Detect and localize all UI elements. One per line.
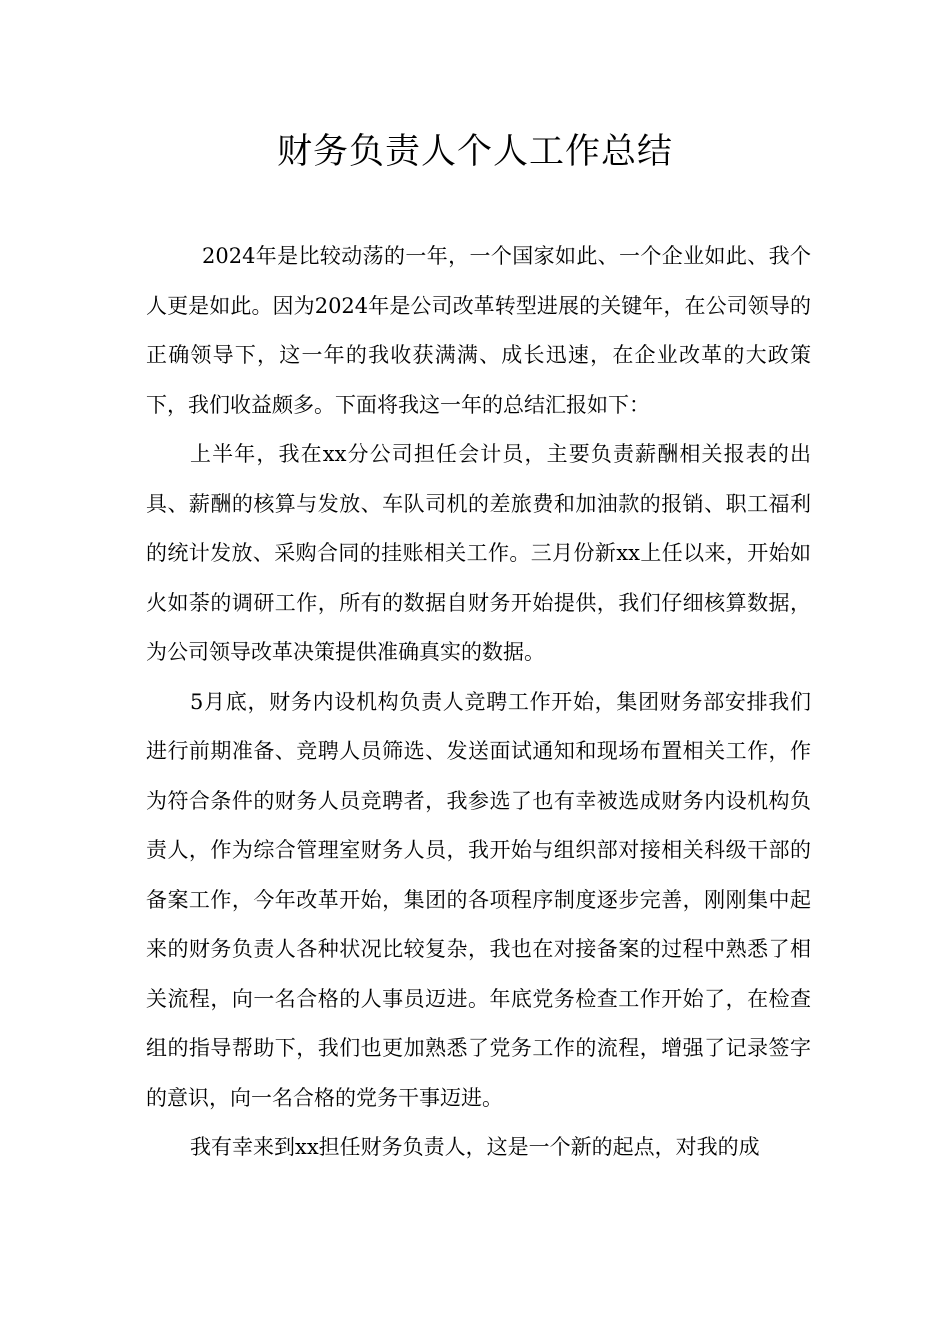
paragraph-3: 5月底，财务内设机构负责人竞聘工作开始，集团财务部安排我们进行前期准备、竞聘人员筛选、发送面试通知和现场布置相关工作，作为符合条件的财务人员竞聘者，我参选了也有幸被选成财务内设机构负责人，作为综合管理室财务人员，我开始与组织部对接相关科级干部的备案工作，今年改革开始，集团的各项程序制度逐步完善，刚刚集中起来的财务负责人各种状况比较复杂，我也在对接备案的过程中熟悉了相关流程，向一名合格的人事员迈进。年底党务检查工作开始了，在检查组的指导帮助下，我们也更加熟悉了党务工作的流程，增强了记录签字的意识，向一名合格的党务干事迈进。 (146, 689, 811, 1110)
paragraph-2: 上半年，我在xx分公司担任会计员，主要负责薪酬相关报表的出具、薪酬的核算与发放、车队司机的差旅费和加油款的报销、职工福利的统计发放、采购合同的挂账相关工作。三月份新xx上任以来，开始如火如荼的调研工作，所有的数据自财务开始提供，我们仔细核算数据，为公司领导改革决策提供准确真实的数据。 (146, 442, 811, 664)
document-title: 财务负责人个人工作总结 (276, 132, 673, 172)
document-body (146, 232, 811, 1173)
paragraph-4: 我有幸来到xx担任财务负责人，这是一个新的起点，对我的成 (190, 1135, 760, 1159)
paragraph-1: 2024年是比较动荡的一年，一个国家如此、一个企业如此、我个人更是如此。因为2024年是公司改革转型进展的关键年，在公司领导的正确领导下，这一年的我收获满满、成长迅速，在企业改革的大政策下，我们收益颇多。下面将我这一年的总结汇报如下： (146, 244, 811, 417)
